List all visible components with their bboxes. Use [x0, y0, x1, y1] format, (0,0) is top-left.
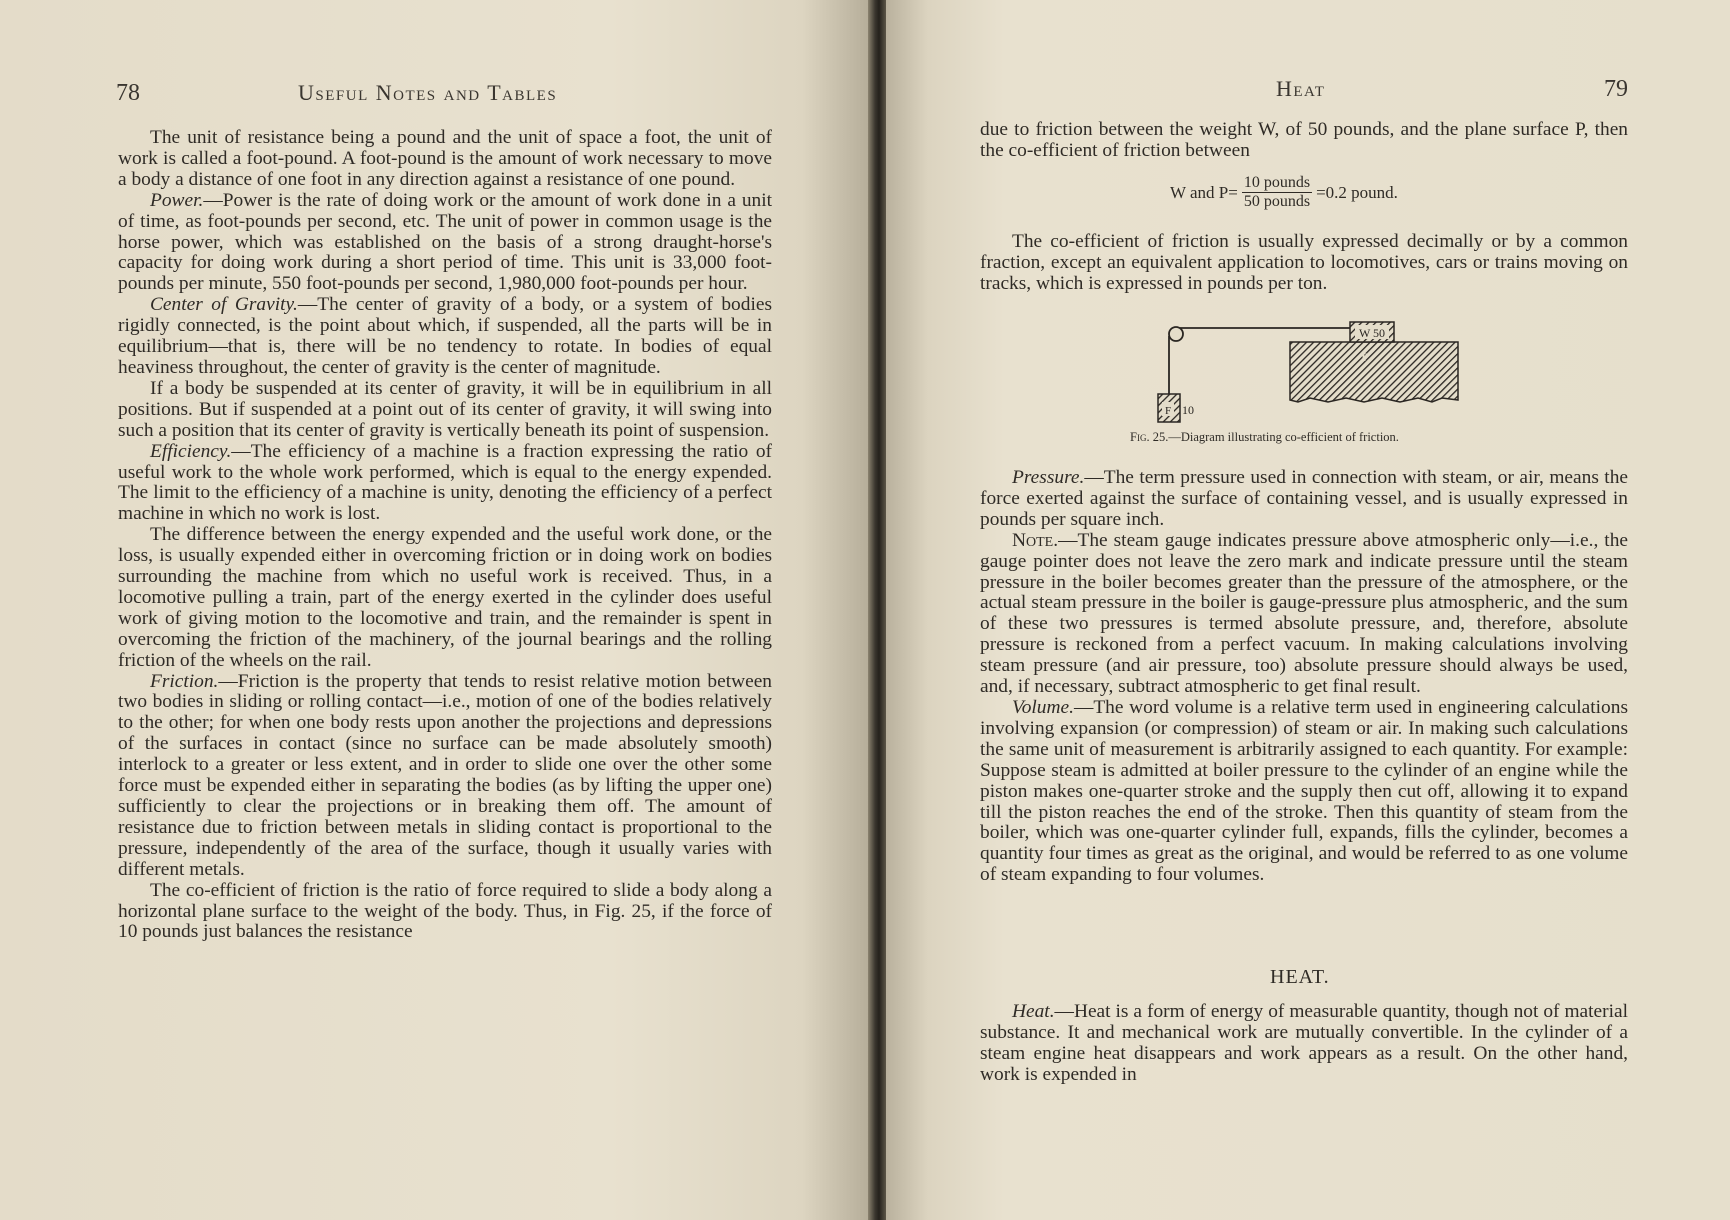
paragraph-volume: Volume.—The word volume is a relative term used in engineering calculations involving expansion (or compression) of steam or air. In making such calculations the same unit of measurement is arbitrarily assigned to each quantity. For example: Suppose steam is admitted at boiler pressure to the cylinder of an engine while the piston makes one-quarter stroke and the supply then cut off, allowing it to expand till the piston reaches the end of the stroke. Then this quantity of steam from the boiler, which was one-quarter cylinder full, expands, fills the cylinder, becomes a quantity four times as great as the original, and would be referred to as one volume of steam expanding to four volumes.: [980, 696, 1628, 886]
formula-left: W and P=: [1170, 182, 1238, 202]
paragraph-continued: due to friction between the weight W, of 50 pounds, and the plane surface P, then the co-efficient of friction between: [980, 119, 1628, 161]
figure-caption-prefix: Fig. 25.: [1130, 430, 1169, 444]
right-text-main: [980, 468, 1628, 886]
paragraph-energy-loss: The difference between the energy expended and the useful work done, or the loss, is usually expended either in overcoming friction or in doing work on bodies surrounding the machine from which no useful work is received. Thus, in a locomotive pulling a train, part of the energy exerted in the cylinder does useful work of giving motion to the locomotive and train, and the remainder is spent in overcoming the friction of the machinery, of the journal bearings and the rolling friction of the wheels on the rail.: [118, 524, 772, 671]
paragraph-center-of-gravity: Center of Gravity.—The center of gravity of a body, or a system of bodies rigidly connected, is the point about which, if suspended, all the parts will be in equilibrium—that is, there will be no tendency to rotate. In bodies of equal heaviness throughout, the center of gravity is the center of magnitude.: [118, 294, 772, 378]
formula-numerator: 10 pounds: [1243, 174, 1311, 191]
figure-caption-text: —Diagram illustrating co-efficient of friction.: [1168, 430, 1399, 444]
formula-fraction: [1242, 174, 1312, 211]
formula-denominator: 50 pounds: [1243, 193, 1311, 210]
figure-caption: [1130, 430, 1399, 445]
force-10-label: 10: [1182, 403, 1194, 417]
left-running-head: Useful Notes and Tables: [298, 80, 558, 105]
right-running-head: Heat: [1276, 76, 1326, 101]
paragraph-power: Power.—Power is the rate of doing work or the amount of work done in a unit of time, as foot-pounds per second, etc. The unit of power in common usage is the horse power, which was established on the basis of a strong draught-horse's capacity for doing work during a short period of time. This unit is 33,000 foot-pounds per minute, 550 foot-pounds per second, 1,980,000 foot-pounds per hour.: [118, 189, 772, 295]
section-title-heat: HEAT.: [1270, 966, 1330, 988]
pulley: [1169, 327, 1183, 341]
weight-w-label: W 50: [1358, 326, 1386, 340]
paragraph-friction: Friction.—Friction is the property that tends to resist relative motion between two bodies in sliding or rolling contact—i.e., motion of one of the bodies relatively to the other; for when one body rests upon another the projections and depressions of the surfaces in contact (since no surface can be made absolutely smooth) interlock to a greater or less extent, and in order to slide one over the other some force must be expended either in separating the bodies (as by lifting the upper one) sufficiently to clear the projections or in breaking them off. The amount of resistance due to friction between metals in sliding contact is proportional to the pressure, independently of the area of the surface, though it usually varies with different metals.: [118, 670, 772, 880]
left-page-number: 78: [116, 80, 140, 106]
paragraph-0: The unit of resistance being a pound and the unit of space a foot, the unit of work is called a foot-pound. A foot-pound is the amount of work necessary to move a body a distance of one foot in any direction against a resistance of one pound.: [118, 127, 772, 190]
right-text-top: [980, 120, 1628, 162]
friction-formula: [1170, 174, 1398, 211]
paragraph-heat: Heat.—Heat is a form of energy of measurable quantity, though not of material substance. It and mechanical work are mutually convertible. In the cylinder of a steam engine heat disappears and work appears as a result. On the other hand, work is expended in: [980, 1001, 1628, 1085]
paragraph-pressure: Pressure.—The term pressure used in connection with steam, or air, means the force exerted against the surface of containing vessel, and is usually expressed in pounds per square inch.: [980, 467, 1628, 530]
force-f-label: F: [1164, 405, 1172, 417]
left-text-block: [118, 128, 772, 943]
paragraph-efficiency: Efficiency.—The efficiency of a machine is a fraction expressing the ratio of useful work to the whole work performed, which is equal to the energy expended. The limit to the efficiency of a machine is unity, denoting the efficiency of a perfect machine in which no work is lost.: [118, 440, 772, 525]
paragraph-suspension: If a body be suspended at its center of gravity, it will be in equilibrium in all positions. But if suspended at a point out of its center of gravity, it will swing into such a position that its center of gravity is vertically beneath its point of suspension.: [118, 377, 772, 441]
paragraph-coefficient: The co-efficient of friction is the ratio of force required to slide a body along a horizontal plane surface to the weight of the body. Thus, in Fig. 25, if the force of 10 pounds just balances the resistance: [118, 879, 772, 943]
book-spine: [868, 0, 888, 1220]
formula-right: =0.2 pound.: [1316, 182, 1398, 202]
right-page-number: 79: [1604, 76, 1628, 102]
right-text-heat: [980, 1002, 1628, 1086]
right-text-coefficient: [980, 232, 1628, 295]
friction-diagram: [1150, 314, 1470, 426]
plane-surface-block: [1290, 342, 1458, 402]
paragraph-note: Note.—The steam gauge indicates pressure above atmospheric only—i.e., the gauge pointer does not leave the zero mark and indicate pressure until the steam pressure in the boiler becomes greater than the pressure of the atmosphere, or the actual steam pressure in the boiler is gauge-pressure plus atmospheric, and the sum of these two pressures is termed absolute pressure, and, therefore, absolute pressure is reckoned from a perfect vacuum. In making calculations involving steam pressure (and air pressure, too) absolute pressure should always be used, and, if necessary, subtract atmospheric to get final result.: [980, 529, 1628, 698]
paragraph-coefficient-expressed: The co-efficient of friction is usually expressed decimally or by a common fraction, except an equivalent application to locomotives, cars or trains moving on tracks, which is expressed in pounds per ton.: [980, 231, 1628, 294]
plane-p-label: P: [1361, 350, 1369, 364]
